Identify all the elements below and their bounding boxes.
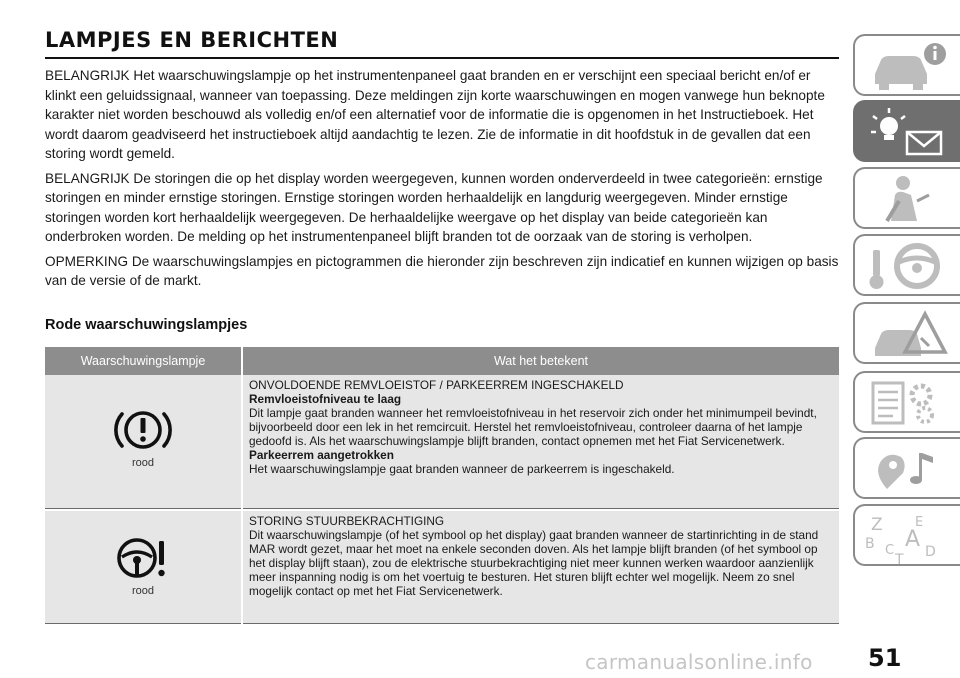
- lamp-cell: [45, 375, 242, 509]
- row-text: Dit waarschuwingslampje (of het symbool op het display) gaat branden wanneer de startinrichting in de stand MAR wordt gezet, maar het moet na enkele seconden doven. Als het lampje blijft branden (of het symbool op het display blijft staan), zou de elektrische stuurbekrachtiging niet meer kunnen werken waardoor aanzienlijk meer inspanning nodig is om het voertuig te besturen. Het sturen blijft echter wel mogelijk. Neem zo snel mogelijk contact op met het Fiat Servicenetwerk.: [249, 527, 819, 598]
- lamp-color-label: rood: [131, 584, 155, 597]
- paragraph-important-1: BELANGRIJK Het waarschuwingslampje op het instrumentenpaneel gaat branden en er verschijnt een speciaal bericht en/of er klinkt een geluidssignaal, wanneer van toepassing. Deze meldingen zijn korte waarschuwingen en mogen vanwege hun beknopte karakter niet worden beschouwd als volledig en/of een alternatief voor de informatie die is opgenomen in het Instructieboek. Het wordt daarom geadviseerd het instructieboek altijd aandachtig te lezen. Zie de informatie in dit hoofdstuk in de gevallen dat een storing wordt gemeld.: [45, 68, 825, 161]
- tab-warning-lights[interactable]: [853, 100, 960, 162]
- table-row: [45, 375, 839, 509]
- meaning-cell: [242, 511, 839, 624]
- page-heading: LAMPJES EN BERICHTEN: [45, 28, 339, 52]
- svg-text:C: C: [885, 543, 895, 558]
- tab-emergency[interactable]: [853, 302, 960, 364]
- row-subtitle: Parkeerrem aangetrokken: [249, 447, 394, 462]
- warning-light-message-icon: [863, 106, 955, 158]
- tab-maintenance[interactable]: [853, 371, 960, 433]
- breakdown-warning-triangle-icon: [863, 308, 955, 360]
- seat-airbag-icon: [863, 173, 955, 225]
- brake-warning-icon: [111, 405, 175, 455]
- table-header-meaning: Wat het betekent: [242, 347, 839, 375]
- svg-text:A: A: [905, 527, 921, 552]
- paragraph-important-2: BELANGRIJK De storingen die op het display worden weergegeven, kunnen worden onderverdeeld in twee categorieën: ernstige storingen en minder ernstige storingen. Ernstige storingen worden herhaaldelijk en langdurig weergegeven. Minder ernstige storingen worden kort herhaaldelijk weergegeven. De herhaaldelijke weergave op het display van beide categorieën kan onderbroken worden. De melding op het instrumentenpaneel blijft branden tot de oorzaak van de storing is verholpen.: [45, 170, 823, 244]
- multimedia-music-icon: [863, 443, 955, 495]
- car-info-icon: [863, 40, 955, 92]
- svg-text:Z: Z: [871, 515, 883, 535]
- lamp-cell: [45, 511, 242, 624]
- tab-multimedia[interactable]: [853, 437, 960, 499]
- page-number: 51: [868, 644, 902, 672]
- lamp-color-label: rood: [131, 456, 155, 469]
- row-subtitle: Remvloeistofniveau te laag: [249, 391, 402, 406]
- main-content: [45, 28, 839, 624]
- row-title: ONVOLDOENDE REMVLOEISTOF / PARKEERREM INGESCHAKELD: [249, 377, 624, 392]
- alphabetical-index-icon: [863, 510, 955, 566]
- key-steering-wheel-icon: [863, 240, 955, 292]
- row-text: Dit lampje gaat branden wanneer het remvloeistofniveau in het reservoir zich onder het minimumpeil bevindt, bijvoorbeeld door een lek in het remcircuit. Herstel het remvloeistofniveau, controleer daarna of het lampje gedoofd is. Als het waarschuwingslampje blijft branden, contact opnemen met het Fiat Servicenetwerk.: [249, 405, 817, 448]
- table-row: [45, 511, 839, 624]
- svg-text:B: B: [865, 536, 875, 552]
- svg-text:E: E: [915, 515, 924, 530]
- tab-safety[interactable]: [853, 167, 960, 229]
- svg-text:D: D: [925, 544, 936, 560]
- svg-text:T: T: [895, 552, 904, 566]
- tab-starting-driving[interactable]: [853, 234, 960, 296]
- heading-rule: [45, 57, 839, 59]
- paragraph-note: OPMERKING De waarschuwingslampjes en pictogrammen die hieronder zijn beschreven zijn indicatief en kunnen wijzigen op basis van de versie of de markt.: [45, 253, 839, 288]
- tab-car-info[interactable]: [853, 34, 960, 96]
- warning-lights-table: [45, 347, 839, 624]
- row-text: Het waarschuwingslampje gaat branden wanneer de parkeerrem is ingeschakeld.: [249, 462, 675, 477]
- section-title: Rode waarschuwingslampjes: [45, 316, 248, 333]
- steering-warning-icon: [111, 533, 175, 583]
- meaning-cell: [242, 375, 839, 509]
- maintenance-checklist-icon: [863, 377, 955, 429]
- watermark: carmanualsonline.info: [585, 650, 813, 674]
- table-header-lamp: Waarschuwingslampje: [45, 347, 242, 375]
- row-title: STORING STUURBEKRACHTIGING: [249, 513, 445, 528]
- tab-index[interactable]: [853, 504, 960, 566]
